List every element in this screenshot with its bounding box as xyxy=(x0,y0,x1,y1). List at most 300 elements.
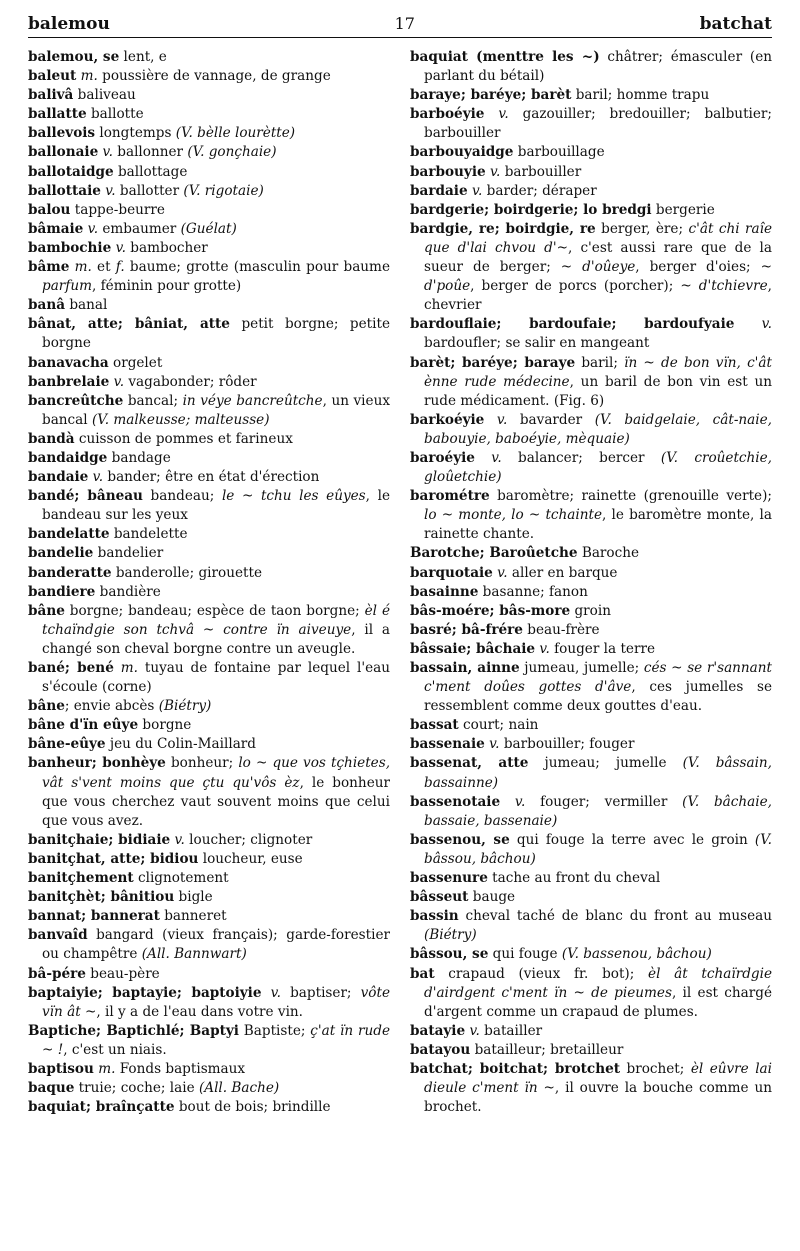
definition-text: bangard (vieux français); garde-forestier ou champêtre xyxy=(42,927,390,963)
headword: baleut xyxy=(28,68,77,85)
definition-text: baril; xyxy=(575,354,625,371)
definition-text: , chevrier xyxy=(424,278,772,314)
italic-text: vôte vïn ât ~ xyxy=(42,984,390,1020)
italic-text: (Biétry) xyxy=(158,698,212,715)
definition-text: groin xyxy=(570,602,611,619)
definition-text: banal xyxy=(65,297,108,314)
definition-text: lent, e xyxy=(119,49,167,65)
headword: bassenaie xyxy=(410,736,485,753)
dictionary-entry xyxy=(410,621,772,640)
definition-text: , il est chargé d'argent comme un crapaud de plumes. xyxy=(424,984,772,1020)
dictionary-entry xyxy=(28,67,390,86)
headword: bâne-eûye xyxy=(28,736,106,753)
definition-text: crapaud (vieux fr. bot); xyxy=(434,965,649,982)
italic-text: ~ d'oûeye xyxy=(560,259,636,276)
dictionary-entry xyxy=(28,544,390,563)
dictionary-entry xyxy=(28,926,390,964)
definition-text xyxy=(734,316,761,332)
definition-text: fouger la terre xyxy=(549,640,655,657)
definition-text: banderolle; girouette xyxy=(111,564,262,581)
dictionary-entry xyxy=(28,697,390,716)
italic-text: ç'at ïn rude ~ ! xyxy=(42,1022,390,1058)
italic-text: v. xyxy=(514,793,526,810)
definition-text: borgne xyxy=(138,717,192,734)
italic-text: ïn ~ de bon vïn, c'ât ènne rude médecine xyxy=(424,354,772,390)
headword: bâne d'ïn eûye xyxy=(28,717,139,734)
definition-text: petit borgne; petite borgne xyxy=(42,316,390,352)
definition-text: , c'est aussi rare que de la sueur de berger; xyxy=(424,239,772,276)
dictionary-entry xyxy=(28,86,390,105)
definition-text: barbouiller xyxy=(500,163,582,180)
dictionary-entry xyxy=(28,258,390,296)
definition-text: barder; déraper xyxy=(482,182,597,199)
dictionary-entry xyxy=(410,602,772,621)
definition-text: , c'est un niais. xyxy=(63,1041,167,1058)
definition-text: aller en barque xyxy=(507,564,618,581)
definition-text: truie; coche; laie xyxy=(74,1080,199,1097)
headword: batchat; boitchat; brotchet xyxy=(410,1060,621,1077)
definition-text: clignotement xyxy=(133,870,229,887)
italic-text: cés ~ se r'sannant c'ment doûes gottes d'âve xyxy=(424,660,773,696)
headword: barquotaie xyxy=(410,564,493,581)
dictionary-entry xyxy=(410,564,772,583)
dictionary-entry xyxy=(410,583,772,602)
definition-text: brochet; xyxy=(620,1060,691,1077)
definition-text: bandière xyxy=(95,583,161,600)
definition-text: barbouillage xyxy=(513,144,605,161)
dictionary-entry xyxy=(410,220,772,315)
headword: bandiere xyxy=(28,583,96,600)
definition-text: poussière de vannage, de grange xyxy=(97,68,331,85)
headword: baque xyxy=(28,1080,75,1097)
definition-text: ballottage xyxy=(113,163,188,180)
dictionary-entry xyxy=(28,48,390,67)
definition-text: bancal; xyxy=(123,392,183,409)
italic-text: v. xyxy=(498,106,509,123)
headword: bâmaie xyxy=(28,220,84,237)
headword: batayie xyxy=(410,1022,466,1039)
headword: bat xyxy=(410,965,435,982)
definition-text: baptiser; xyxy=(281,984,361,1001)
dictionary-entry xyxy=(28,965,390,984)
definition-text: bauge xyxy=(468,889,516,906)
definition-text: bandage xyxy=(107,449,171,466)
italic-text: v. xyxy=(469,1022,480,1039)
headword: bâsseut xyxy=(410,889,469,906)
dictionary-entry xyxy=(28,1098,390,1117)
headword: bâme xyxy=(28,259,70,276)
definition-text: ballotte xyxy=(86,106,144,123)
dictionary-entry xyxy=(410,965,772,1022)
dictionary-entry xyxy=(410,354,772,411)
headword: banitçhat, atte; bidiou xyxy=(28,850,199,867)
dictionary-entry xyxy=(28,296,390,315)
italic-text: v. xyxy=(496,411,508,428)
dictionary-entry xyxy=(28,201,390,220)
header-first-word: balemou xyxy=(28,14,110,34)
dictionary-entry xyxy=(410,86,772,105)
dictionary-entry xyxy=(28,124,390,143)
dictionary-entry xyxy=(28,1022,390,1060)
dictionary-entry xyxy=(410,48,772,86)
headword: bardaie xyxy=(410,182,468,199)
headword: bandaidge xyxy=(28,449,108,466)
italic-text: ~ d'poûe xyxy=(424,259,772,295)
italic-text: èl ât tchaïrdgie d'airdgent c'ment ïn ~ de pieumes xyxy=(424,965,772,1001)
headword: bandelatte xyxy=(28,526,110,543)
dictionary-entry xyxy=(410,487,772,544)
definition-text: basanne; fanon xyxy=(478,583,588,600)
definition-text: et xyxy=(91,259,116,276)
italic-text: (V. bâssain, bassainne) xyxy=(424,755,772,791)
italic-text: v. xyxy=(539,640,550,657)
dictionary-entry xyxy=(28,659,390,697)
headword: banheur; bonhèye xyxy=(28,755,166,772)
definition-text: tappe-beurre xyxy=(70,201,165,218)
dictionary-entry xyxy=(28,468,390,487)
dictionary-entry xyxy=(410,143,772,162)
definition-text: , féminin pour grotte) xyxy=(91,278,242,295)
dictionary-entry xyxy=(28,163,390,182)
definition-text: Baptiste; xyxy=(238,1022,311,1039)
headword: ballotaidge xyxy=(28,163,114,180)
definition-text: bardoufler; se salir en mangeant xyxy=(424,335,650,352)
page-number: 17 xyxy=(394,14,415,33)
headword: bâssaie; bâchaie xyxy=(410,640,536,657)
italic-text: (V. gonçhaie) xyxy=(187,144,277,161)
headword: baroéyie xyxy=(410,449,475,466)
headword: bassain, ainne xyxy=(410,660,520,676)
dictionary-entry xyxy=(28,239,390,258)
definition-text: , il ouvre la bouche comme un brochet. xyxy=(424,1080,772,1116)
headword: banâ xyxy=(28,297,66,314)
headword: Baptiche; Baptichlé; Baptyi xyxy=(28,1022,239,1039)
definition-text: borgne; bandeau; espèce de taon borgne; xyxy=(64,602,365,619)
dictionary-entry xyxy=(28,907,390,926)
italic-text: (Biétry) xyxy=(424,927,477,944)
italic-text: v. xyxy=(113,373,125,390)
headword: bambochie xyxy=(28,239,112,256)
dictionary-entry xyxy=(28,888,390,907)
italic-text: lo ~ monte, lo ~ tchainte xyxy=(424,507,602,524)
dictionary-entry xyxy=(28,430,390,449)
headword: banitçhaie; bidiaie xyxy=(28,831,171,848)
italic-text: v. xyxy=(270,984,281,1001)
headword: ballonaie xyxy=(28,144,99,161)
italic-text: lo ~ que vos tçhietes, vât s'vent moins que çtu qu'vôs èz xyxy=(42,755,391,791)
definition-text: , le bandeau sur les yeux xyxy=(42,488,390,524)
headword: balivâ xyxy=(28,87,74,104)
italic-text: v. xyxy=(115,239,126,256)
headword: basainne xyxy=(410,583,479,600)
headword: bandelie xyxy=(28,545,94,562)
dictionary-entry xyxy=(28,105,390,124)
definition-text xyxy=(484,412,497,428)
dictionary-entry xyxy=(28,525,390,544)
definition-text: cheval taché de blanc du front au museau xyxy=(458,908,772,925)
dictionary-entry xyxy=(410,869,772,888)
dictionary-entry xyxy=(410,754,772,792)
headword: bassenou, se xyxy=(410,831,510,848)
dictionary-entry xyxy=(28,220,390,239)
italic-text: v. xyxy=(489,736,500,753)
headword: basré; bâ-frére xyxy=(410,621,523,638)
definition-text: Fonds baptismaux xyxy=(115,1060,246,1077)
definition-text: bander; être en état d'érection xyxy=(103,469,320,486)
definition-text: fouger; vermiller xyxy=(525,793,683,810)
italic-text: le ~ tchu les eûyes xyxy=(221,488,366,505)
headword: banvaîd xyxy=(28,927,88,944)
headword: Barotche; Baroûetche xyxy=(410,545,578,562)
dictionary-entry xyxy=(28,315,390,353)
italic-text: (Guélat) xyxy=(180,220,237,237)
dictionary-entry xyxy=(410,182,772,201)
dictionary-entry xyxy=(28,583,390,602)
headword: bâne xyxy=(28,602,65,619)
italic-text: (V. rigotaie) xyxy=(183,182,264,199)
definition-text: baliveau xyxy=(73,87,136,104)
headword: bâ-pére xyxy=(28,965,86,982)
definition-text: , un vieux bancal xyxy=(42,392,390,428)
headword: banbrelaie xyxy=(28,373,110,390)
dictionary-entry xyxy=(410,735,772,754)
headword: bandaie xyxy=(28,469,89,486)
left-column xyxy=(28,48,390,1117)
definition-text: loucher; clignoter xyxy=(184,831,313,848)
columns xyxy=(28,48,772,1117)
definition-text: gazouiller; bredouiller; balbutier; barbouiller xyxy=(424,106,772,142)
headword: bassat xyxy=(410,717,459,734)
definition-text xyxy=(114,660,121,676)
headword: banitçhement xyxy=(28,870,134,887)
dictionary-entry xyxy=(410,105,772,143)
dictionary-page xyxy=(28,14,772,1117)
italic-text: v. xyxy=(92,469,104,486)
headword: bassenat, atte xyxy=(410,755,529,772)
headword: bânat, atte; bâniat, atte xyxy=(28,316,230,333)
italic-text: v. xyxy=(497,564,508,581)
definition-text: , ces jumelles se ressemblent comme deux gouttes d'eau. xyxy=(424,679,773,715)
definition-text: court; nain xyxy=(458,717,539,734)
dictionary-entry xyxy=(410,888,772,907)
headword: baptaiyie; baptayie; baptoiyie xyxy=(28,984,262,1001)
headword: bassenotaie xyxy=(410,793,501,810)
definition-text: balancer; bercer xyxy=(501,449,661,466)
headword: bassenure xyxy=(410,870,488,887)
page-header xyxy=(28,14,772,38)
italic-text: v. xyxy=(174,831,185,848)
dictionary-entry xyxy=(410,411,772,449)
dictionary-entry xyxy=(410,1041,772,1060)
headword: baquiat; braînçatte xyxy=(28,1099,175,1116)
italic-text: c'ât chi raîe que d'lai chvou d'~ xyxy=(424,220,773,256)
italic-text: (All. Bache) xyxy=(198,1080,280,1097)
italic-text: (V. bassenou, bâchou) xyxy=(561,946,712,963)
headword: ballevois xyxy=(28,125,96,142)
dictionary-entry xyxy=(410,449,772,487)
italic-text: v. xyxy=(491,449,502,466)
dictionary-entry xyxy=(410,945,772,964)
definition-text: jumeau, jumelle; xyxy=(519,660,644,676)
dictionary-entry xyxy=(410,907,772,945)
definition-text: , il a changé son cheval borgne contre un aveugle. xyxy=(42,621,391,657)
italic-text: v. xyxy=(87,220,99,237)
headword: bâs-moére; bâs-more xyxy=(410,602,571,619)
headword: bannat; bannerat xyxy=(28,908,160,925)
italic-text: in véye bancreûtche xyxy=(182,392,323,409)
headword: bané; bené xyxy=(28,660,114,676)
dictionary-entry xyxy=(410,1060,772,1117)
definition-text: bandeau; xyxy=(142,488,222,505)
italic-text: m. xyxy=(120,660,138,676)
dictionary-entry xyxy=(28,182,390,201)
headword: banderatte xyxy=(28,564,112,581)
headword: bancreûtche xyxy=(28,392,124,409)
definition-text: ballotter xyxy=(115,182,184,199)
italic-text: (V. bâssou, bâchou) xyxy=(424,831,772,867)
headword: balou xyxy=(28,201,71,218)
definition-text: banneret xyxy=(159,908,227,925)
italic-text: (All. Bannwart) xyxy=(141,946,247,963)
definition-text: barbouiller; fouger xyxy=(499,736,635,753)
headword: bassin xyxy=(410,908,459,925)
headword: baraye; baréye; barèt xyxy=(410,87,572,104)
dictionary-entry xyxy=(410,1022,772,1041)
definition-text: qui fouge xyxy=(488,946,562,963)
dictionary-entry xyxy=(28,449,390,468)
dictionary-entry xyxy=(28,1060,390,1079)
definition-text: beau-frère xyxy=(522,621,600,638)
definition-text: jumeau; jumelle xyxy=(528,755,683,772)
headword: bandé; bâneau xyxy=(28,488,143,505)
italic-text: v. xyxy=(489,163,501,180)
definition-text: qui fouge la terre avec le groin xyxy=(509,831,755,848)
definition-text: tache au front du cheval xyxy=(487,870,661,887)
definition-text: bandelier xyxy=(93,545,164,562)
definition-text: , le baromètre monte, la rainette chante. xyxy=(424,507,772,543)
dictionary-entry xyxy=(410,163,772,182)
definition-text: embaumer xyxy=(98,220,181,237)
dictionary-entry xyxy=(410,201,772,220)
dictionary-entry xyxy=(410,716,772,735)
headword: banavacha xyxy=(28,354,109,371)
definition-text: bavarder xyxy=(507,411,595,428)
headword: bâssou, se xyxy=(410,946,489,963)
definition-text xyxy=(484,106,498,122)
dictionary-entry xyxy=(410,640,772,659)
headword: baquiat (menttre les ~) xyxy=(410,49,600,65)
dictionary-entry xyxy=(28,487,390,525)
dictionary-entry xyxy=(410,659,772,716)
italic-text: m. xyxy=(80,68,98,85)
definition-text xyxy=(262,985,271,1001)
headword: barkoéyie xyxy=(410,411,485,428)
italic-text: (V. bèlle lourètte) xyxy=(175,125,296,142)
headword: bardgerie; boirdgerie; lo bredgi xyxy=(410,201,652,218)
definition-text: châtrer; émasculer (en parlant du bétail) xyxy=(424,49,772,85)
italic-text: èl eûvre lai dieule c'ment ïn ~ xyxy=(424,1060,772,1097)
definition-text: , berger de porcs (porcher); xyxy=(470,278,681,295)
header-last-word: batchat xyxy=(699,14,772,34)
dictionary-entry xyxy=(28,869,390,888)
italic-text: parfum xyxy=(42,278,92,295)
dictionary-entry xyxy=(28,602,390,659)
definition-text xyxy=(500,794,515,810)
definition-text: beau-père xyxy=(85,965,160,982)
definition-text: batailleur; bretailleur xyxy=(470,1041,624,1058)
italic-text: v. xyxy=(471,182,483,199)
definition-text: berger, ère; xyxy=(595,220,689,237)
dictionary-entry xyxy=(28,373,390,392)
headword: barèt; baréye; baraye xyxy=(410,354,576,371)
definition-text: bergerie xyxy=(651,201,715,218)
italic-text: (V. baidgelaie, cât-naie, babouyie, baboéyie, mèquaie) xyxy=(424,411,772,447)
italic-text: v. xyxy=(761,316,772,333)
headword: barbouyaidge xyxy=(410,144,514,161)
dictionary-entry xyxy=(28,735,390,754)
dictionary-entry xyxy=(410,544,772,563)
italic-text: m. xyxy=(98,1060,116,1077)
dictionary-entry xyxy=(28,392,390,430)
headword: bardgie, re; boirdgie, re xyxy=(410,220,596,237)
definition-text: vagabonder; rôder xyxy=(124,373,257,390)
definition-text: bonheur; xyxy=(165,755,239,772)
dictionary-entry xyxy=(28,850,390,869)
italic-text: v. xyxy=(105,182,116,199)
headword: bandà xyxy=(28,430,75,447)
definition-text: baromètre; rainette (grenouille verte); xyxy=(489,488,772,505)
dictionary-entry xyxy=(28,831,390,850)
italic-text: m. xyxy=(74,259,92,276)
definition-text: , il y a de l'eau dans votre vin. xyxy=(96,1003,304,1020)
dictionary-entry xyxy=(28,354,390,373)
dictionary-entry xyxy=(28,754,390,830)
definition-text: cuisson de pommes et farineux xyxy=(74,430,293,447)
definition-text: baril; homme trapu xyxy=(571,87,710,104)
italic-text: ~ d'tchievre xyxy=(680,278,768,295)
definition-text: jeu du Colin-Maillard xyxy=(105,736,257,753)
definition-text: longtemps xyxy=(95,125,176,142)
headword: barboéyie xyxy=(410,106,485,123)
headword: baptisou xyxy=(28,1060,94,1077)
italic-text: v. xyxy=(102,144,113,161)
italic-text: èl é tchaïndgie son tchvâ ~ contre ïn aiveuye xyxy=(42,602,390,638)
definition-text: bout de bois; brindille xyxy=(174,1099,331,1116)
dictionary-entry xyxy=(410,793,772,831)
right-column xyxy=(410,48,772,1117)
dictionary-entry xyxy=(410,831,772,869)
headword: banitçhèt; bânitiou xyxy=(28,889,175,906)
definition-text: Baroche xyxy=(577,545,640,562)
dictionary-entry xyxy=(28,143,390,162)
headword: bardouflaie; bardoufaie; bardoufyaie xyxy=(410,316,735,333)
definition-text: loucheur, euse xyxy=(198,850,303,867)
definition-text: orgelet xyxy=(108,354,163,371)
dictionary-entry xyxy=(28,564,390,583)
definition-text: bigle xyxy=(174,889,213,906)
definition-text: ; envie abcès xyxy=(64,698,159,715)
definition-text: baume; grotte (masculin pour baume xyxy=(124,259,390,276)
headword: bâne xyxy=(28,698,65,715)
dictionary-entry xyxy=(28,1079,390,1098)
definition-text: tuyau de fontaine par lequel l'eau s'écoule (corne) xyxy=(42,660,390,696)
headword: barométre xyxy=(410,488,490,505)
definition-text: ballonner xyxy=(112,144,188,161)
headword: balemou, se xyxy=(28,49,120,65)
definition-text: bambocher xyxy=(125,239,208,256)
headword: ballottaie xyxy=(28,182,101,199)
definition-text: , berger d'oies; xyxy=(635,259,761,276)
